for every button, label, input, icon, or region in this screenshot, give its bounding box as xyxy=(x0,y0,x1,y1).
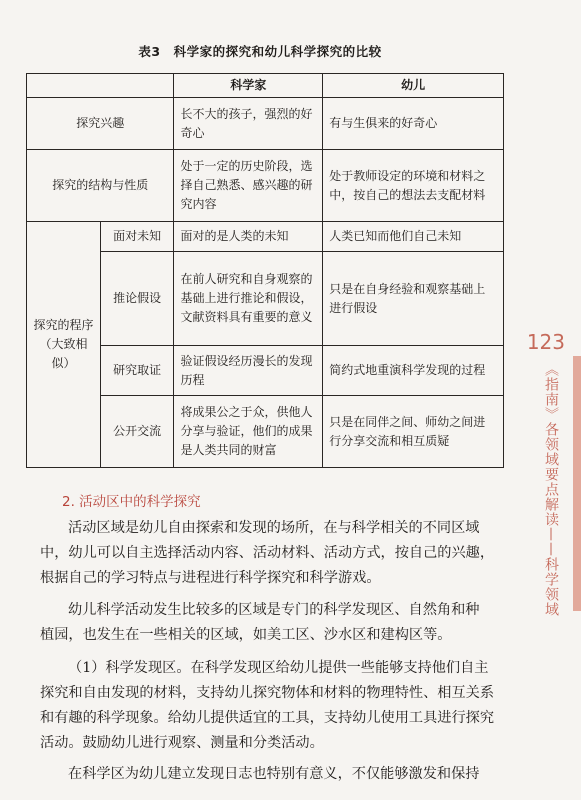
step-label: 研究取证 xyxy=(100,346,174,396)
paragraph xyxy=(40,656,495,756)
cell-scientist: 长不大的孩子，强烈的好奇心 xyxy=(174,98,323,150)
cell-scientist: 处于一定的历史阶段，选择自己熟悉、感兴趣的研究内容 xyxy=(174,150,323,222)
table-header-scientist: 科学家 xyxy=(174,74,323,98)
row-dimension: 探究的结构与性质 xyxy=(27,150,174,222)
page-number: 123 xyxy=(526,330,565,354)
cell-child: 处于教师设定的环境和材料之中，按自己的想法去支配材料 xyxy=(323,150,504,222)
table-row-structure xyxy=(27,150,504,222)
text-line: 探究和自由发现的材料，支持幼儿探究物体和材料的物理特性、相互关系 xyxy=(40,685,495,701)
table-header-empty xyxy=(27,74,174,98)
cell-child: 只是在同伴之间、师幼之间进行分享交流和相互质疑 xyxy=(323,396,504,468)
step-label: 公开交流 xyxy=(100,396,174,468)
procedure-note: （大致相似） xyxy=(39,337,88,370)
text-line: 活动。鼓励幼儿进行观察、测量和分类活动。 xyxy=(40,735,324,751)
cell-child: 只是在自身经验和观察基础上进行假设 xyxy=(323,252,504,346)
cell-scientist: 面对的是人类的未知 xyxy=(174,222,323,252)
paragraph xyxy=(40,762,480,787)
text-line: 和有趣的科学现象。给幼儿提供适宜的工具，支持幼儿使用工具进行探究 xyxy=(40,710,495,726)
text-line: 中，幼儿可以自主选择活动内容、活动材料、活动方式，按自己的兴趣， xyxy=(40,545,495,561)
step-label: 面对未知 xyxy=(100,222,174,252)
text-line: 在科学区为幼儿建立发现日志也特别有意义，不仅能够激发和保持 xyxy=(68,766,480,782)
table-header-child: 幼儿 xyxy=(323,74,504,98)
row-dimension-procedure xyxy=(27,222,101,468)
table-row-procedure-1 xyxy=(27,222,504,252)
cell-child: 有与生俱来的好奇心 xyxy=(323,98,504,150)
text-line: 根据自己的学习特点与进程进行科学探究和科学游戏。 xyxy=(40,570,381,586)
text-line: 幼儿科学活动发生比较多的区域是专门的科学发现区、自然角和种 xyxy=(68,602,480,618)
section-heading: 2. 活动区中的科学探究 xyxy=(62,494,201,510)
sidebar-accent-strip xyxy=(573,356,581,611)
comparison-table xyxy=(26,73,504,468)
cell-scientist: 在前人研究和自身观察的基础上进行推论和假设，文献资料具有重要的意义 xyxy=(174,252,323,346)
row-dimension: 探究兴趣 xyxy=(27,98,174,150)
running-title: 《指南》各领域要点解读——科学领域 xyxy=(543,362,559,617)
cell-scientist: 将成果公之于众，供他人分享与验证，他们的成果是人类共同的财富 xyxy=(174,396,323,468)
cell-child: 简约式地重演科学发现的过程 xyxy=(323,346,504,396)
table-header-row xyxy=(27,74,504,98)
procedure-label: 探究的程序 xyxy=(33,318,94,332)
cell-scientist: 验证假设经历漫长的发现历程 xyxy=(174,346,323,396)
text-line: 植园，也发生在一些相关的区域，如美工区、沙水区和建构区等。 xyxy=(40,627,452,643)
table-row-interest xyxy=(27,98,504,150)
paragraph xyxy=(40,516,495,591)
step-label: 推论假设 xyxy=(100,252,174,346)
text-line: 活动区域是幼儿自由探索和发现的场所，在与科学相关的不同区域 xyxy=(68,520,480,536)
cell-child: 人类已知而他们自己未知 xyxy=(323,222,504,252)
paragraph xyxy=(40,598,480,648)
text-line: （1）科学发现区。在科学发现区给幼儿提供一些能够支持他们自主 xyxy=(68,660,489,676)
table-title: 表3 科学家的探究和幼儿科学探究的比较 xyxy=(138,44,382,59)
